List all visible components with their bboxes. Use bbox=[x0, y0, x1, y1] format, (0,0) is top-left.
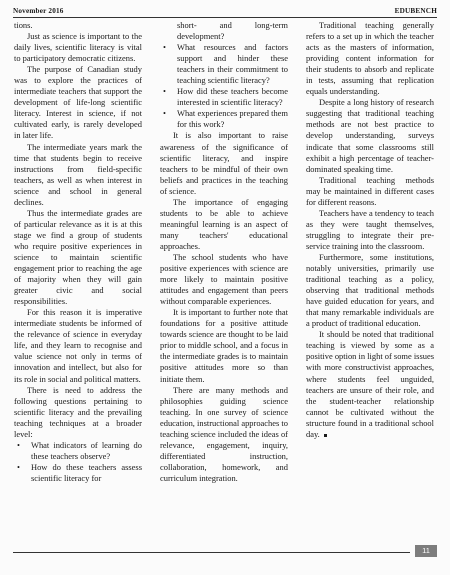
paragraph: The purpose of Canadian study was to explore the practices of intermediate teachers that support the development of life-long scientific literacy. Interest in science, if not cultivated early, is rarely developed in later life. bbox=[14, 64, 142, 141]
paragraph-final bbox=[306, 329, 434, 439]
list-item: • What experiences prepared them for this work? bbox=[160, 108, 288, 130]
paragraph: Despite a long history of research suggesting that traditional teaching methods are not best practice to develop understanding, surveys indicate that some classrooms still exhibit a high percentage of teacher-dominated speaking time. bbox=[306, 97, 434, 174]
question-list bbox=[14, 440, 142, 484]
publication-name: EDUBENCH bbox=[394, 7, 437, 15]
paragraph: The intermediate years mark the time that students begin to receive instructions from field-specific teachers, as well as when interest in science and school in general declines. bbox=[14, 141, 142, 207]
footer-rule bbox=[13, 552, 410, 553]
paragraph: Traditional teaching generally refers to a set up in which the teacher acts as the masters of information, providing content information for their students to absorb and replicate in tests, assuming that replication equals understanding. bbox=[306, 20, 434, 97]
paragraph: Just as science is important to the daily lives, scientific literacy is vital to participatory democratic citizens. bbox=[14, 31, 142, 64]
paragraph: There is need to address the following questions pertaining to scientific literacy and the prevailing teaching techniques at a broader level: bbox=[14, 384, 142, 439]
paragraph: It is also important to raise awareness of the significance of scientific literacy, and inspire teachers to be mindful of their own beliefs and practices in the teaching of science. bbox=[160, 130, 288, 196]
text-column-1 bbox=[14, 20, 142, 553]
page-number-badge: 11 bbox=[415, 545, 437, 557]
paragraph-text: It should be noted that traditional teaching is viewed by some as a positive option in light of some issues with more constructivist approaches, where students feel unguided, teachers are unsure of their role, and the student-teacher relationship cannot be cultivated without the structure found in a traditional school day. bbox=[306, 329, 434, 439]
paragraph: It is important to further note that foundations for a positive attitude towards science are thought to be laid prior to middle school, and a focus in the intermediate grades is to maintain positive attitudes more so than initiate them. bbox=[160, 307, 288, 384]
paragraph: Thus the intermediate grades are of particular relevance as it is at this stage we find a group of students who require positive experiences in science to maintain scientific engagement prior to reaching the age of majority when they will gain greater civic and social responsibilities. bbox=[14, 207, 142, 307]
text-column-3 bbox=[306, 20, 434, 553]
issue-date: November 2016 bbox=[13, 7, 64, 15]
paragraph: The school students who have positive experiences with science are more likely to maintain positive attitudes and engagement than peers without comparable experiences. bbox=[160, 251, 288, 307]
paragraph: tions. bbox=[14, 20, 33, 30]
end-of-article-mark bbox=[324, 434, 327, 437]
paragraph: For this reason it is imperative intermediate students be informed of the relevance of science in everyday life, and they learn to recognise and value science not only in terms of innovation and intellect, but also for its role in social and political matters. bbox=[14, 307, 142, 384]
list-item: • What indicators of learning do these teachers observe? bbox=[14, 440, 142, 462]
paragraph: Traditional teaching methods may be maintained in different cases for different reasons. bbox=[306, 174, 434, 207]
paragraph: Furthermore, some institutions, notably universities, primarily use traditional teaching as a policy, observing that traditional methods have guided education for years, and that many remarkable individuals are a product of traditional education. bbox=[306, 251, 434, 329]
paragraph: Teachers have a tendency to teach as they were taught themselves, struggling to integrate their pre-service training into the classroom. bbox=[306, 207, 434, 251]
header-rule bbox=[13, 17, 437, 18]
paragraph: There are many methods and philosophies guiding science teaching. In one survey of science education, instructional approaches to teaching science included the ideas of relevance, engagement, inquiry, differentiated instruction, collaboration, homework, and curriculum integration. bbox=[160, 384, 288, 483]
paragraph: The importance of engaging students to be able to achieve meaningful learning is an aspect of many teachers' educational approaches. bbox=[160, 196, 288, 251]
list-item: • How do these teachers assess scientific literacy for bbox=[14, 462, 142, 484]
list-item: short- and long-term development? bbox=[177, 20, 288, 42]
running-header bbox=[13, 5, 437, 15]
question-list-continued bbox=[160, 20, 288, 130]
list-item: • What resources and factors support and hinder these teachers in their commitment to teaching scientific literacy? bbox=[160, 42, 288, 86]
text-column-2 bbox=[160, 20, 288, 553]
list-item: • How did these teachers become interested in scientific literacy? bbox=[160, 86, 288, 108]
